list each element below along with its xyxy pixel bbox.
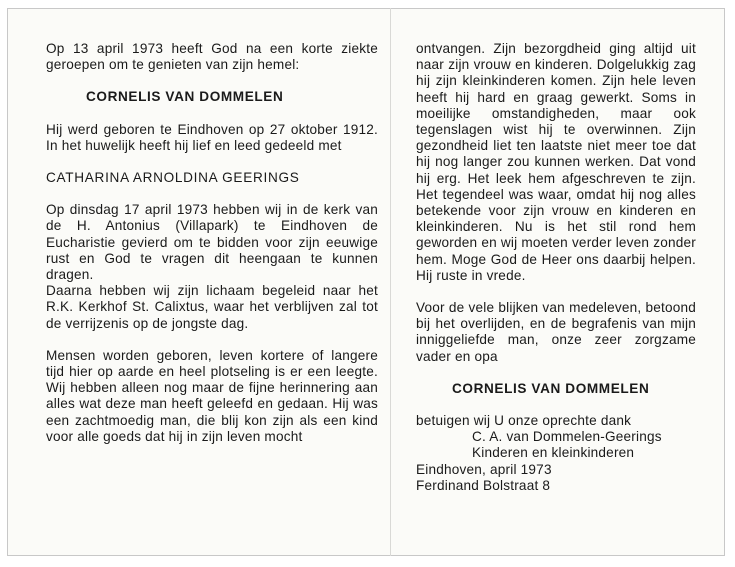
signature-widow: C. A. van Dommelen-Geerings bbox=[472, 429, 662, 445]
deceased-name-repeat: CORNELIS VAN DOMMELEN bbox=[452, 380, 650, 396]
spouse-name: CATHARINA ARNOLDINA GEERINGS bbox=[46, 170, 300, 186]
card-fold bbox=[390, 8, 391, 556]
burial-paragraph: Daarna hebben wij zijn lichaam begeleid naar het R.K. Kerkhof St. Calixtus, waar het verblijven zal tot de verrijzenis op de jongste dag. bbox=[46, 283, 378, 331]
remembrance-continued: ontvangen. Zijn bezorgdheid ging altijd uit naar zijn vrouw en kinderen. Dolgelukkig zag hij zijn kleinkinderen komen. Zijn hele leven heeft hij hard en graag gewerkt. Soms in moeilijke omstandigheden, maar ook tegenslagen wist hij te overwinnen. Zijn gezondheid liet ten laatste niet meer toe dat hij nog langer zou kunnen werken. Dat vond hij erg. Het leek hem afgeschreven te zijn. Het tegendeel was waar, omdat hij nog alles betekende voor zijn vrouw en kinderen en kleinkinderen. Nu is het stil rond hem geworden en wij moeten verder leven zonder hem. Moge God de Heer ons daarbij helpen. Hij ruste in vrede. bbox=[416, 41, 696, 283]
remembrance-paragraph: Mensen worden geboren, leven kortere of langere tijd hier op aarde en heel plotseling is er een leegte. Wij hebben alleen nog maar de fijne herinnering aan alles wat deze man heeft geleefd en gedaan. Hij was een zachtmoedig man, die blij kon zijn als een kind voor alle goeds dat hij in zijn leven mocht bbox=[46, 347, 378, 444]
signature-family: Kinderen en kleinkinderen bbox=[472, 445, 635, 461]
address-line: Ferdinand Bolstraat 8 bbox=[416, 477, 551, 493]
mass-paragraph: Op dinsdag 17 april 1973 hebben wij in de kerk van de H. Antonius (Villapark) te Eindhoven de Eucharistie gevierd om te bidden voor zijn eeuwige rust en God te vragen dit heengaan te kunnen dragen. bbox=[46, 202, 378, 283]
thanks-line: betuigen wij U onze oprechte dank bbox=[416, 413, 632, 429]
left-page bbox=[46, 41, 378, 445]
deceased-name: CORNELIS VAN DOMMELEN bbox=[86, 89, 284, 105]
death-announcement: Op 13 april 1973 heeft God na een korte ziekte geroepen om te genieten van zijn hemel: bbox=[46, 41, 378, 73]
birth-paragraph: Hij werd geboren te Eindhoven op 27 oktober 1912. In het huwelijk heeft hij lief en leed gedeeld met bbox=[46, 121, 378, 153]
right-page bbox=[416, 41, 696, 494]
gratitude-paragraph: Voor de vele blijken van medeleven, betoond bij het overlijden, en de begrafenis van mijn inniggeliefde man, onze zeer zorgzame vader en opa bbox=[416, 300, 696, 364]
place-date: Eindhoven, april 1973 bbox=[416, 461, 552, 477]
